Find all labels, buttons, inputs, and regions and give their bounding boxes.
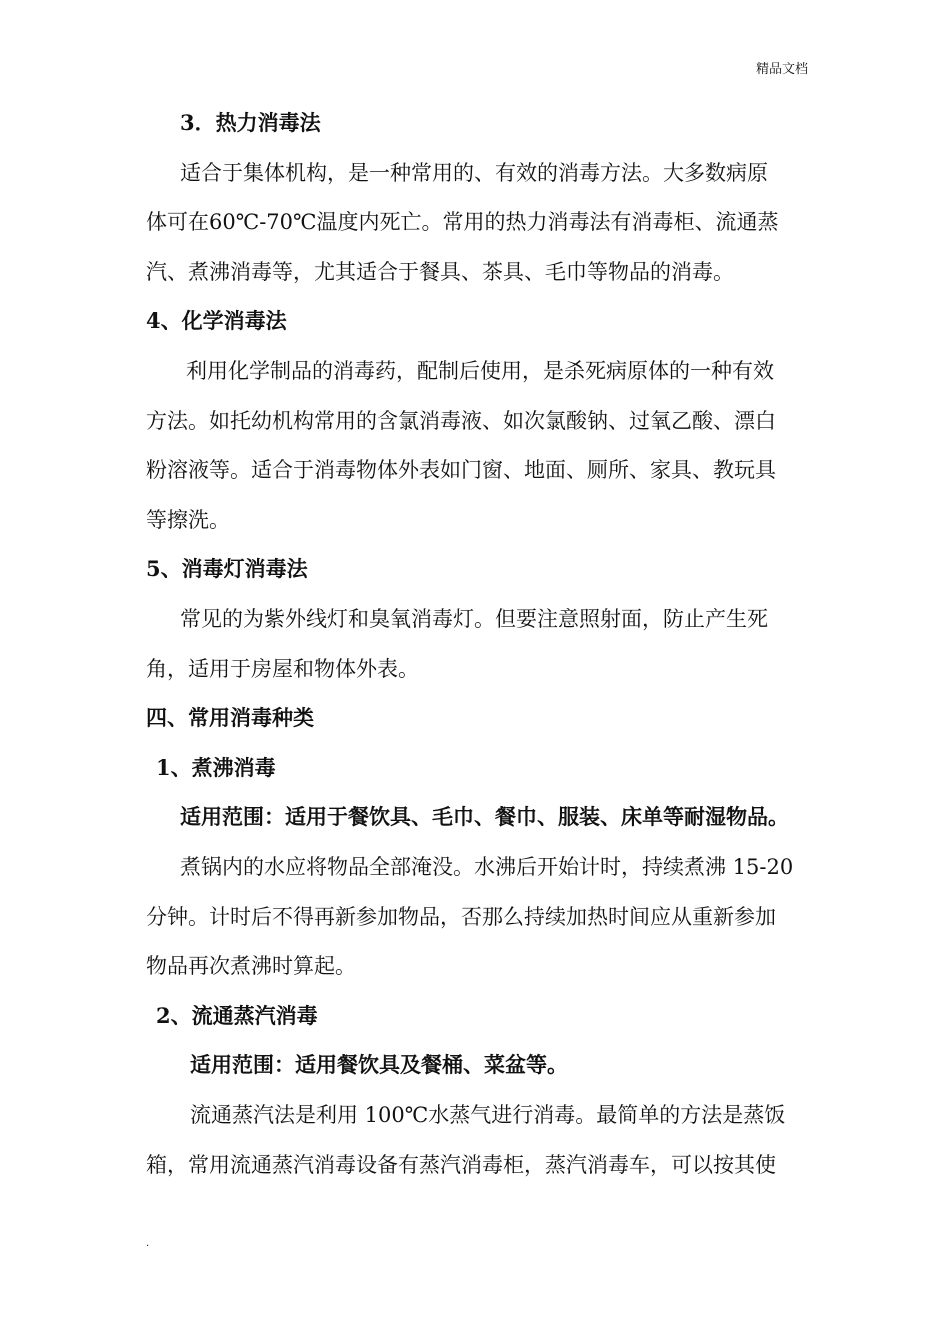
paragraph-line: 物品再次煮沸时算起。 [146, 954, 356, 979]
section-heading: 四、常用消毒种类 [146, 705, 314, 731]
section-heading: 1、煮沸消毒 [156, 754, 276, 780]
paragraph-line: 体可在60℃-70℃温度内死亡。常用的热力消毒法有消毒柜、流通蒸 [146, 210, 779, 235]
paragraph-line: 粉溶液等。适合于消毒物体外表如门窗、地面、厕所、家具、教玩具 [146, 458, 776, 483]
paragraph-line: 流通蒸汽法是利用 100℃水蒸气进行消毒。最简单的方法是蒸饭 [190, 1103, 786, 1127]
paragraph-line: 角，适用于房屋和物体外表。 [146, 656, 419, 681]
paragraph-line: 汽、煮沸消毒等，尤其适合于餐具、茶具、毛巾等物品的消毒。 [146, 259, 734, 284]
paragraph-line: 常见的为紫外线灯和臭氧消毒灯。但要注意照射面，防止产生死 [180, 607, 768, 631]
paragraph-line: 适合于集体机构，是一种常用的、有效的消毒方法。大多数病原 [180, 160, 768, 185]
footer-dot: . [146, 1238, 150, 1249]
section-heading: 2、流通蒸汽消毒 [156, 1002, 318, 1028]
section-heading: 4、化学消毒法 [146, 308, 287, 334]
paragraph-line: 煮锅内的水应将物品全部淹没。水沸后开始计时，持续煮沸 15-20 [180, 855, 794, 879]
paragraph-line: 方法。如托幼机构常用的含氯消毒液、如次氯酸钠、过氧乙酸、漂白 [146, 408, 776, 433]
paragraph-line: 等擦洗。 [146, 507, 230, 532]
paragraph-line: 分钟。计时后不得再新参加物品，否那么持续加热时间应从重新参加 [146, 904, 776, 929]
section-heading: 3．热力消毒法 [180, 110, 321, 135]
paragraph-line: 箱，常用流通蒸汽消毒设备有蒸汽消毒柜，蒸汽消毒车，可以按其使 [146, 1152, 776, 1177]
section-heading: 适用范围：适用于餐饮具、毛巾、餐巾、服装、床单等耐湿物品。 [180, 804, 789, 830]
section-heading: 5、消毒灯消毒法 [146, 556, 308, 582]
paragraph-line: 利用化学制品的消毒药，配制后使用，是杀死病原体的一种有效 [186, 359, 774, 383]
page-header: 精品文档 [755, 62, 808, 77]
section-heading: 适用范围：适用餐饮具及餐桶、菜盆等。 [190, 1052, 568, 1078]
